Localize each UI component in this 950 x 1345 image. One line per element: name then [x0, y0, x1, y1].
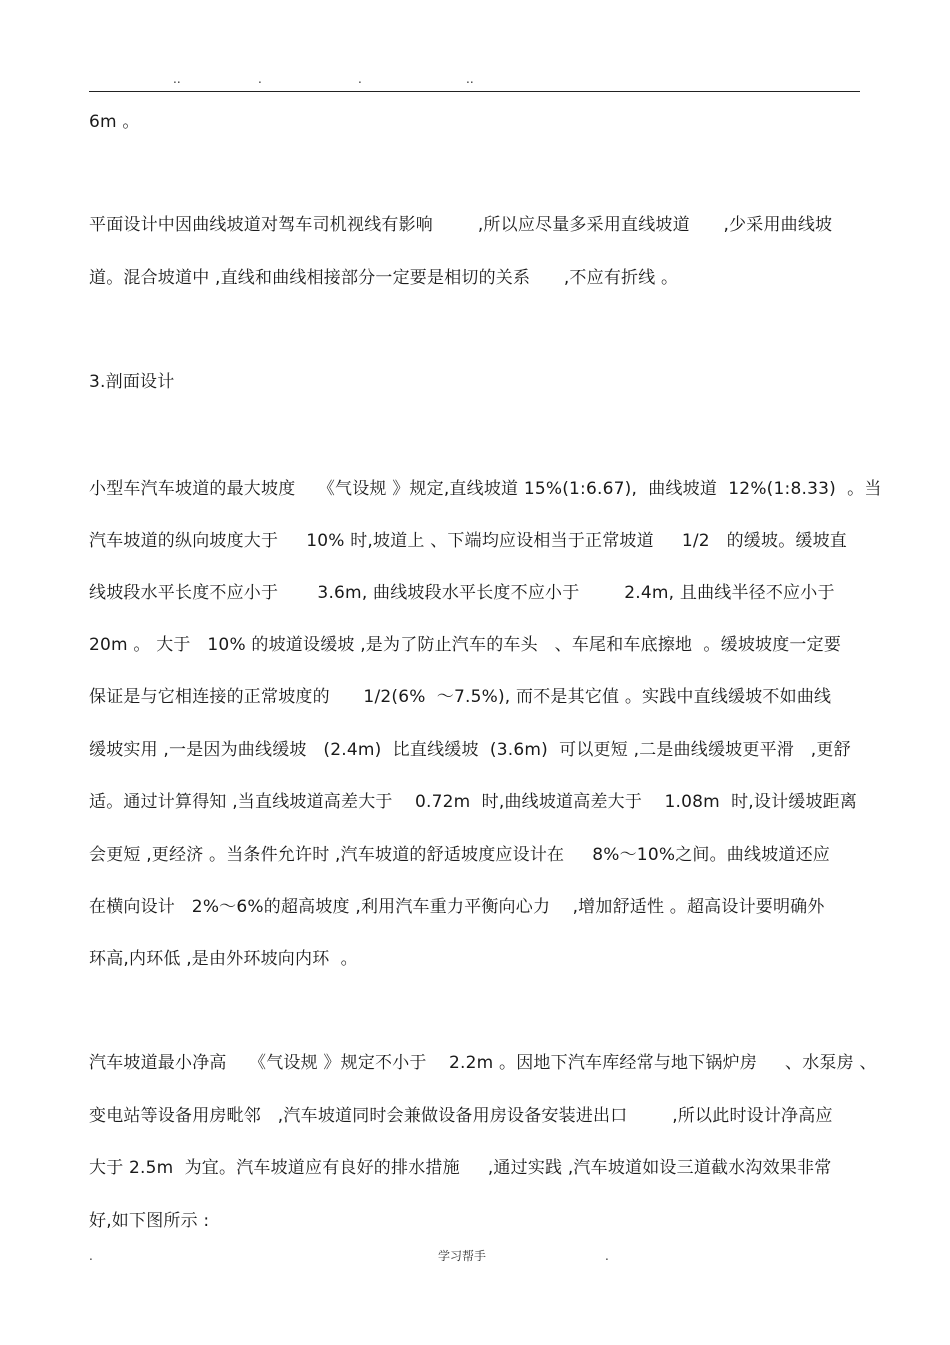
text-line: 小型车汽车坡道的最大坡度 《气设规 》规定,直线坡道 15%(1:6.67), 曲线坡道 12%(1:8.33) 。当 [89, 479, 882, 499]
text-line: 保证是与它相连接的正常坡度的 1/2(6% ～7.5%), 而不是其它值 。实践中直线缓坡不如曲线 [89, 687, 832, 707]
text-line: 在横向设计 2%～6%的超高坡度 ,利用汽车重力平衡向心力 ,增加舒适性 。超高设计要明确外 [89, 897, 825, 917]
text-line: 大于 2.5m 为宜。汽车坡道应有良好的排水措施 ,通过实践 ,汽车坡道如设三道截水沟效果非常 [89, 1158, 832, 1178]
text-line: 道。混合坡道中 ,直线和曲线相接部分一定要是相切的关系 ,不应有折线 。 [89, 268, 679, 288]
text-line: 汽车坡道的纵向坡度大于 10% 时,坡道上 、下端均应设相当于正常坡道 1/2 的缓坡。缓坡直 [89, 531, 848, 551]
text-line: 汽车坡道最小净高 《气设规 》规定不小于 2.2m 。因地下汽车库经常与地下锅炉房 、水泵房 、 [89, 1053, 877, 1073]
header-mark: .. [173, 72, 181, 86]
section-heading: 3.剖面设计 [89, 372, 175, 392]
text-line: 变电站等设备用房毗邻 ,汽车坡道同时会兼做设备用房设备安装进出口 ,所以此时设计净高应 [89, 1106, 833, 1126]
text-line: 适。通过计算得知 ,当直线坡道高差大于 0.72m 时,曲线坡道高差大于 1.08m 时,设计缓坡距离 [89, 792, 858, 812]
footer-caption: 学习帮手 [438, 1249, 487, 1263]
text-line: 6m 。 [89, 112, 140, 132]
text-line: 20m 。 大于 10% 的坡道设缓坡 ,是为了防止汽车的车头 、车尾和车底擦地 。缓坡坡度一定要 [89, 635, 842, 655]
header-rule [89, 91, 860, 92]
text-line: 会更短 ,更经济 。当条件允许时 ,汽车坡道的舒适坡度应设计在 8%～10%之间。曲线坡道还应 [89, 845, 830, 865]
text-line: 线坡段水平长度不应小于 3.6m, 曲线坡段水平长度不应小于 2.4m, 且曲线半径不应小于 [89, 583, 835, 603]
header-mark: . [258, 72, 262, 86]
text-line: 缓坡实用 ,一是因为曲线缓坡 (2.4m) 比直线缓坡 (3.6m) 可以更短 ,二是曲线缓坡更平滑 ,更舒 [89, 740, 851, 760]
text-line: 环高,内环低 ,是由外环坡向内环 。 [89, 949, 358, 969]
text-line: 好,如下图所示 : [89, 1211, 210, 1231]
header-mark: . [358, 72, 362, 86]
header-mark: .. [466, 72, 474, 86]
footer-mark-left: . [89, 1249, 93, 1263]
footer-mark-right: . [605, 1249, 609, 1263]
text-line: 平面设计中因曲线坡道对驾车司机视线有影响 ,所以应尽量多采用直线坡道 ,少采用曲线坡 [89, 215, 833, 235]
